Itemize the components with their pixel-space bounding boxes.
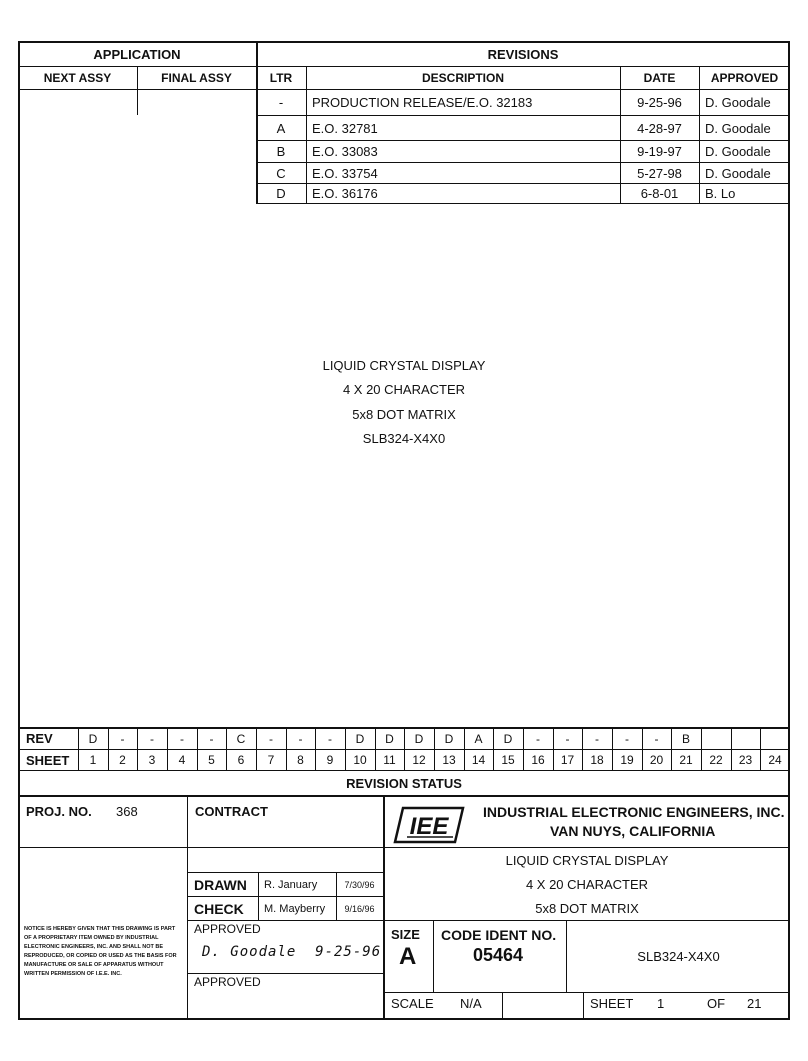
drawn-by: R. January — [264, 878, 318, 891]
sheet-number-cell: 10 — [353, 753, 367, 767]
revision-description: E.O. 36176 — [312, 186, 378, 201]
rev-status-cell — [701, 728, 731, 749]
rev-status-cell: - — [120, 731, 125, 746]
col-divider — [433, 920, 434, 992]
sheet-number-cell: 15 — [501, 753, 515, 767]
revision-date: 6-8-01 — [640, 186, 679, 201]
rev-status-cell: A — [474, 731, 483, 746]
bottom-border — [18, 1018, 790, 1020]
code-ident-value: 05464 — [473, 945, 524, 965]
block-title-line: 4 X 20 CHARACTER — [525, 877, 649, 892]
rev-status-cell: D — [88, 731, 98, 746]
rev-status-cell — [760, 728, 790, 749]
revision-date: 9-19-97 — [637, 144, 682, 159]
approved-heading: APPROVED — [710, 70, 779, 85]
rev-status-cell: D — [414, 731, 424, 746]
sheet-label: SHEET — [590, 996, 634, 1011]
sheet-number-cell: 8 — [297, 753, 304, 767]
svg-text:IEE: IEE — [409, 813, 449, 840]
sheet-number-cell: 11 — [383, 753, 396, 767]
sheet-value: 1 — [657, 996, 665, 1011]
center-title-line: 4 X 20 CHARACTER — [342, 382, 466, 397]
block-title-line: 5x8 DOT MATRIX — [535, 901, 639, 916]
part-number: SLB324-X4X0 — [637, 949, 720, 964]
proj-no-value: 368 — [116, 804, 138, 819]
col-divider — [502, 992, 503, 1018]
revision-ltr: - — [278, 95, 284, 110]
revision-description: E.O. 33754 — [312, 165, 378, 181]
sheet-number-cell: 12 — [412, 753, 426, 767]
row-divider — [18, 847, 790, 848]
code-ident-label: CODE IDENT NO. — [441, 927, 557, 943]
application-heading: APPLICATION — [93, 47, 181, 62]
revision-approved: D. Goodale — [705, 165, 771, 181]
row-divider — [256, 203, 790, 204]
rev-status-cell: - — [209, 731, 214, 746]
approved2-label: APPROVED — [194, 975, 261, 989]
of-total: 21 — [747, 996, 762, 1011]
rev-status-cell: D — [503, 731, 513, 746]
drawn-date: 7/30/96 — [344, 879, 375, 890]
revision-approved: D. Goodale — [705, 144, 771, 159]
revision-ltr: B — [276, 144, 286, 159]
scale-value: N/A — [460, 996, 482, 1011]
rev-status-cell — [731, 728, 760, 749]
check-date: 9/16/96 — [344, 903, 375, 914]
rev-status-cell: - — [654, 731, 659, 746]
revision-date: 5-27-98 — [637, 165, 682, 181]
rev-status-cell: C — [236, 731, 246, 746]
revision-date: 4-28-97 — [637, 120, 682, 136]
approved-signature: D. Goodale 9-25-96 — [202, 944, 382, 960]
revision-ltr: C — [276, 165, 286, 181]
sheet-number-cell: 5 — [208, 753, 215, 767]
rev-status-cell: - — [625, 731, 629, 746]
center-title-line: 5x8 DOT MATRIX — [352, 407, 456, 422]
sheet-number-cell: 18 — [590, 753, 604, 767]
sheet-number-cell: 19 — [620, 753, 634, 767]
rev-status-cell: - — [269, 731, 273, 746]
rev-label: REV — [26, 731, 53, 746]
ltr-heading: LTR — [269, 70, 293, 85]
approved-label: APPROVED — [194, 922, 261, 936]
center-title-line: LIQUID CRYSTAL DISPLAY — [322, 358, 486, 373]
rev-status-cell: - — [180, 731, 184, 746]
sheet-number-cell: 22 — [709, 753, 723, 767]
row-divider — [383, 992, 790, 993]
revision-ltr: D — [276, 186, 286, 201]
rev-status-cell: - — [595, 731, 599, 746]
revision-status-title: REVISION STATUS — [346, 775, 462, 791]
rev-status-cell: - — [328, 731, 332, 746]
sheet-number-cell: 6 — [237, 753, 245, 767]
company-name: INDUSTRIAL ELECTRONIC ENGINEERS, INC. — [483, 804, 785, 820]
revision-approved: B. Lo — [705, 186, 736, 201]
rev-status-cell: - — [565, 731, 570, 746]
revision-approved: D. Goodale — [705, 120, 771, 136]
iee-logo — [393, 806, 465, 844]
proprietary-notice: NOTICE IS HEREBY GIVEN THAT THIS DRAWING IS PART OF A PROPRIETARY ITEM OWNED BY INDUSTRIAL ELECTRONIC ENGINEERS, INC. AND SHALL NOT BE REPRODUCED, OR COPIED OR USED AS THE BASIS FOR MANUFACTURE OR SALE OF APPARATUS WITHOUT WRITTEN PERMISSION OF I.E.E. INC. — [24, 926, 177, 977]
sheet-number-cell: 7 — [267, 753, 275, 767]
rev-status-cell: D — [355, 731, 365, 746]
rev-status-cell: B — [681, 731, 690, 746]
description-heading: DESCRIPTION — [421, 70, 504, 85]
sheet-number-cell: 3 — [148, 753, 156, 767]
revision-description: PRODUCTION RELEASE/E.O. 32183 — [312, 95, 533, 110]
revisions-heading: REVISIONS — [487, 47, 559, 62]
drawn-label: DRAWN — [194, 876, 247, 893]
next-assy-heading: NEXT ASSY — [43, 70, 112, 85]
sheet-number-cell: 14 — [471, 753, 486, 767]
sheet-number-cell: 1 — [89, 753, 97, 767]
rev-status-cell: D — [385, 731, 394, 746]
sheet-number-cell: 9 — [326, 753, 334, 767]
size-label: SIZE — [391, 927, 420, 942]
proj-no-label: PROJ. NO. — [26, 804, 92, 819]
sheet-number-cell: 24 — [768, 753, 782, 767]
company-location: VAN NUYS, CALIFORNIA — [550, 823, 716, 839]
date-heading: DATE — [643, 70, 676, 85]
sheet-number-cell: 17 — [560, 753, 575, 767]
status-bottom-border — [18, 795, 790, 797]
sheet-number-cell: 21 — [679, 753, 693, 767]
revision-description: E.O. 32781 — [312, 120, 378, 136]
sheet-number-cell: 23 — [738, 753, 753, 767]
final-assy-heading: FINAL ASSY — [161, 70, 232, 85]
row-divider — [187, 973, 383, 974]
revision-description: E.O. 33083 — [312, 144, 378, 159]
rev-status-cell: D — [444, 731, 454, 746]
sheet-label: SHEET — [26, 752, 70, 768]
contract-label: CONTRACT — [195, 804, 268, 819]
rev-status-cell: - — [536, 731, 540, 746]
rev-status-cell: - — [150, 731, 154, 746]
revision-ltr: A — [276, 120, 286, 136]
col-divider — [583, 992, 584, 1018]
sheet-number-cell: 2 — [119, 753, 126, 767]
of-label: OF — [707, 996, 726, 1011]
size-value: A — [399, 943, 417, 970]
left-border — [18, 41, 20, 1020]
sheet-number-cell: 13 — [442, 753, 456, 767]
check-by: M. Mayberry — [264, 902, 326, 915]
scale-label: SCALE — [391, 996, 434, 1011]
revision-approved: D. Goodale — [705, 95, 771, 110]
rev-status-cell: - — [298, 731, 303, 746]
center-title-line: SLB324-X4X0 — [362, 431, 446, 446]
check-label: CHECK — [194, 900, 244, 917]
sheet-number-cell: 4 — [178, 753, 186, 767]
block-title-line: LIQUID CRYSTAL DISPLAY — [505, 853, 669, 868]
sheet-number-cell: 16 — [531, 753, 545, 767]
revision-date: 9-25-96 — [637, 95, 682, 110]
sheet-number-cell: 20 — [649, 753, 664, 767]
